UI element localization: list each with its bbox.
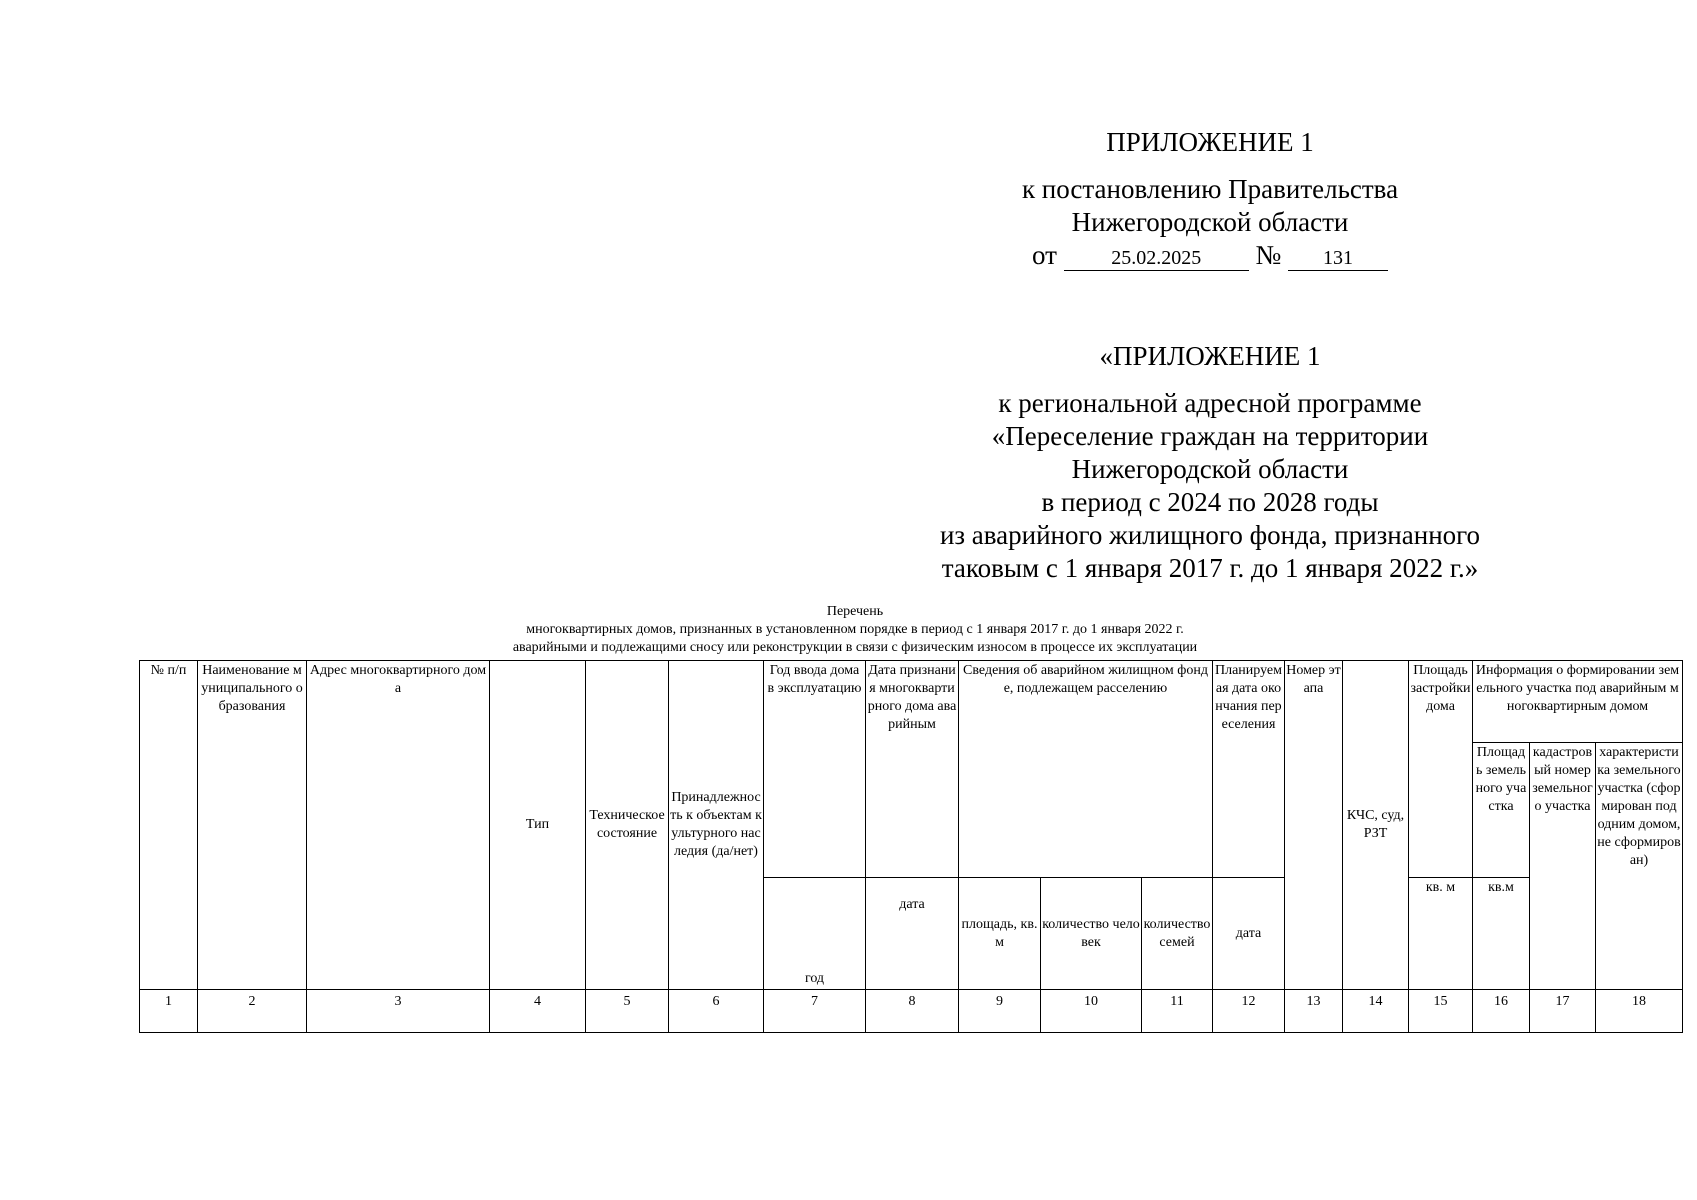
list-title-line-1: Перечень (826, 604, 884, 619)
header-unit-15: кв. м (1409, 878, 1473, 990)
header-col-4: Тип (490, 661, 586, 990)
header-col-13: Номер этапа (1285, 661, 1343, 990)
houses-table (139, 660, 1683, 1033)
header-group-16-18: Информация о формировании земельного участка под аварийным многоквартирным домом (1473, 661, 1683, 743)
header-col-5: Техническое состояние (586, 661, 669, 990)
column-number: 6 (669, 990, 764, 1033)
header-col-11: количество семей (1142, 878, 1213, 990)
program-header (900, 340, 1520, 585)
header-col-2: Наименование муниципального образования (198, 661, 307, 990)
program-line: к региональной адресной программе (998, 388, 1422, 418)
header-col-9: площадь, кв.м (959, 878, 1041, 990)
column-number: 1 (140, 990, 198, 1033)
appendix-line-2: Нижегородской области (1071, 207, 1349, 237)
header-unit-8: дата (866, 878, 959, 990)
column-number: 3 (307, 990, 490, 1033)
program-line: в период с 2024 по 2028 годы (1041, 487, 1379, 517)
column-number: 16 (1473, 990, 1530, 1033)
program-line: «Переселение граждан на территории (991, 421, 1429, 451)
column-number: 7 (764, 990, 866, 1033)
header-col-16: Площадь земельного участка (1473, 743, 1530, 878)
appendix-line-1: к постановлению Правительства (1021, 174, 1399, 204)
header-unit-12: дата (1213, 878, 1285, 990)
header-col-18: характеристика земельного участка (сформирован под одним домом, не сформирован) (1596, 743, 1683, 990)
column-numbers-row (140, 990, 1683, 1033)
appendix-date-line (900, 239, 1520, 272)
resolution-number: 131 (1288, 246, 1388, 271)
header-unit-16: кв.м (1473, 878, 1530, 990)
header-group-9-11: Сведения об аварийном жилищном фонде, подлежащем расселению (959, 661, 1213, 878)
column-number: 4 (490, 990, 586, 1033)
column-number: 5 (586, 990, 669, 1033)
column-number: 17 (1530, 990, 1596, 1033)
header-col-7: Год ввода дома в эксплуатацию (764, 661, 866, 878)
program-line: Нижегородской области (1071, 454, 1349, 484)
appendix-header (900, 126, 1520, 272)
program-line: из аварийного жилищного фонда, признанного (939, 520, 1481, 550)
column-number: 8 (866, 990, 959, 1033)
column-number: 2 (198, 990, 307, 1033)
number-label: № (1255, 240, 1282, 270)
resolution-date: 25.02.2025 (1064, 246, 1249, 271)
header-col-1: № п/п (140, 661, 198, 990)
column-number: 13 (1285, 990, 1343, 1033)
header-col-14: КЧС, суд, РЗТ (1343, 661, 1409, 990)
header-col-8: Дата признания многоквартирного дома аварийным (866, 661, 959, 878)
header-col-6: Принадлежность к объектам культурного наследия (да/нет) (669, 661, 764, 990)
header-col-15: Площадь застройки дома (1409, 661, 1473, 878)
list-title-line-2: многоквартирных домов, признанных в установленном порядке в период с 1 января 2017 г. до 1 января 2022 г. (526, 622, 1184, 637)
header-col-3: Адрес многоквартирного дома (307, 661, 490, 990)
header-col-12: Планируемая дата окончания переселения (1213, 661, 1285, 878)
header-unit-7: год (764, 878, 866, 990)
program-line: таковым с 1 января 2017 г. до 1 января 2022 г.» (941, 553, 1479, 583)
column-number: 11 (1142, 990, 1213, 1033)
header-row-1 (140, 661, 1683, 743)
appendix-title: ПРИЛОЖЕНИЕ 1 (1106, 127, 1314, 157)
list-title-line-3: аварийными и подлежащими сносу или реконструкции в связи с физическим износом в процессе их эксплуатации (512, 640, 1198, 655)
column-number: 9 (959, 990, 1041, 1033)
column-number: 14 (1343, 990, 1409, 1033)
column-number: 10 (1041, 990, 1142, 1033)
column-number: 12 (1213, 990, 1285, 1033)
list-title (430, 603, 1280, 657)
program-title: «ПРИЛОЖЕНИЕ 1 (1099, 341, 1321, 371)
from-label: от (1032, 240, 1057, 270)
header-col-17: кадастровый номер земельного участка (1530, 743, 1596, 990)
column-number: 15 (1409, 990, 1473, 1033)
header-col-10: количество человек (1041, 878, 1142, 990)
column-number: 18 (1596, 990, 1683, 1033)
